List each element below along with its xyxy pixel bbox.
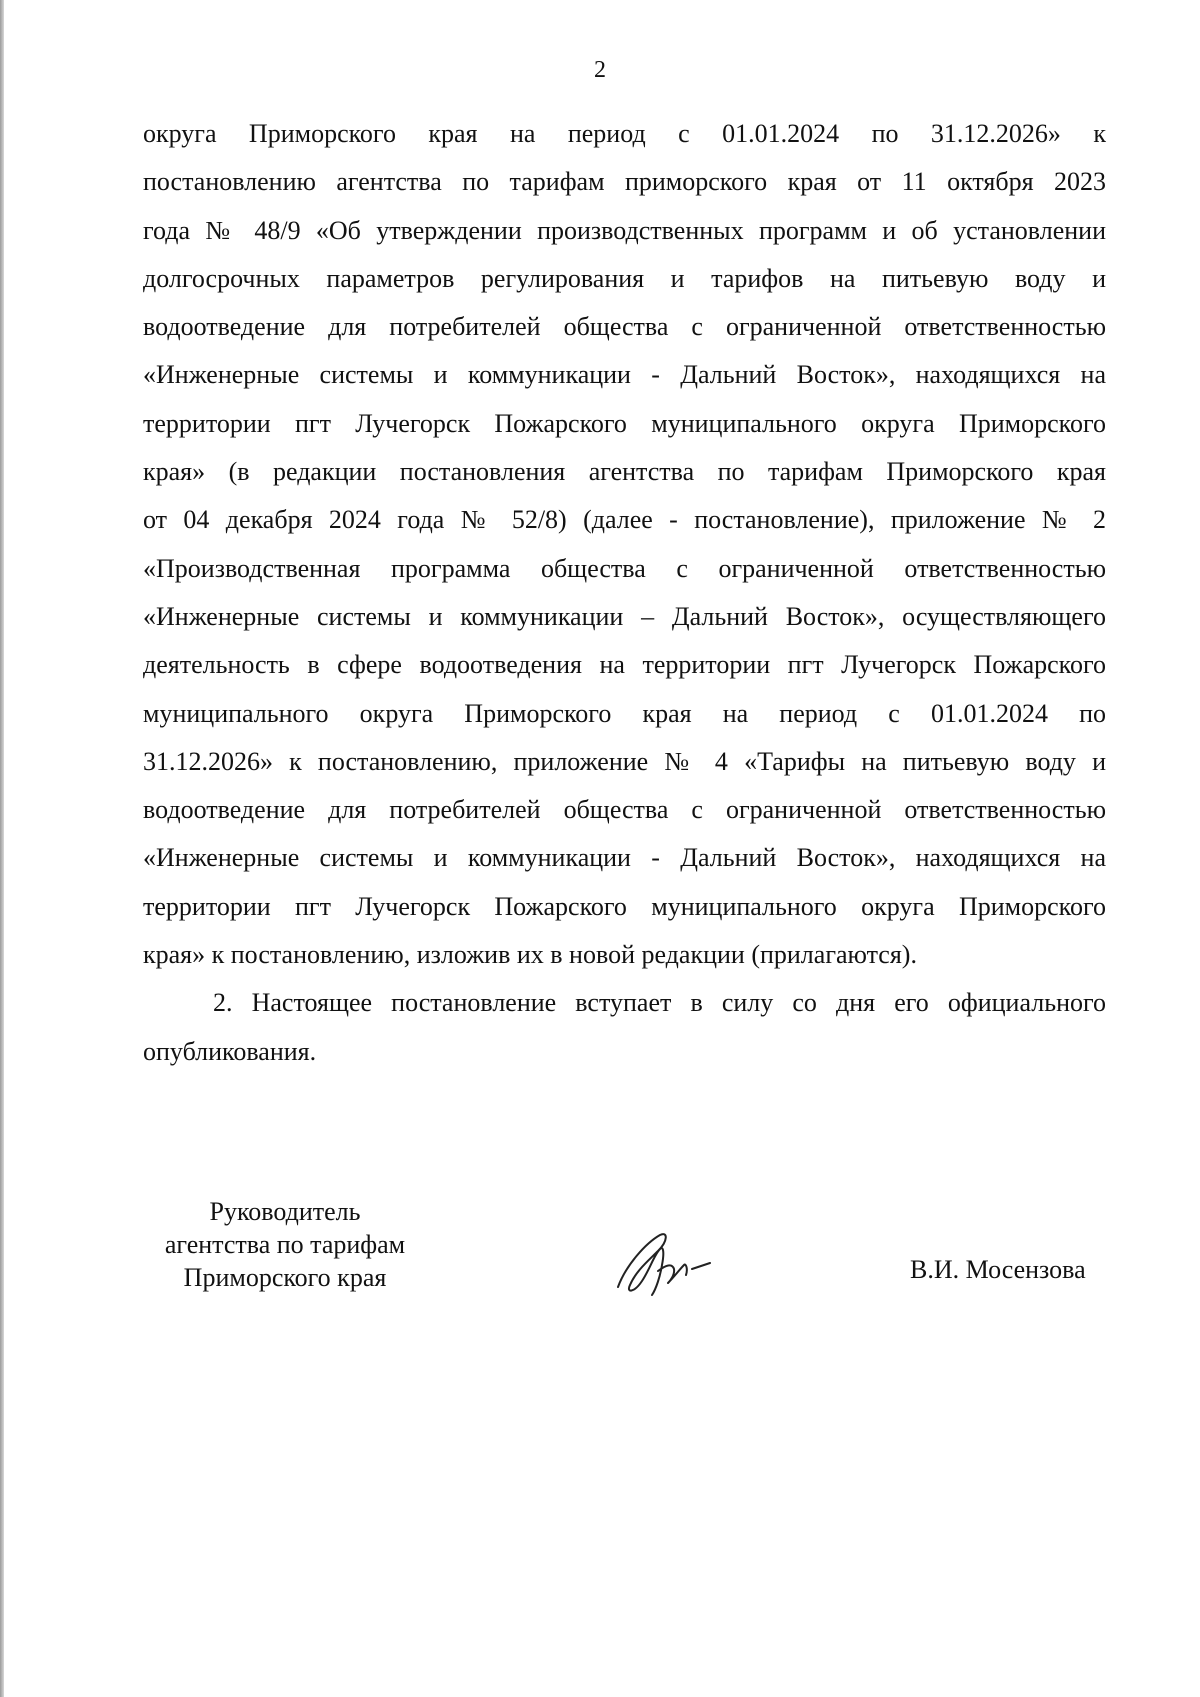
text-line: опубликования. [143,1036,317,1066]
handwritten-signature [612,1225,732,1297]
text-line: деятельность в сфере водоотведения на территории пгт Лучегорск Пожарского [143,650,1106,680]
text-line: территории пгт Лучегорск Пожарского муниципального округа Приморского [143,408,1106,438]
text-line: округа Приморского края на период с 01.01.2024 по 31.12.2026» к [143,119,1106,148]
text-line: края» (в редакции постановления агентства по тарифам Приморского края [143,457,1106,487]
text-line: долгосрочных параметров регулирования и тарифов на питьевую воду и [143,263,1106,293]
text-line: «Инженерные системы и коммуникации - Дальний Восток», находящихся на [143,843,1106,873]
text-line: водоотведение для потребителей общества с ограниченной ответственностью [143,795,1106,825]
text-line: «Инженерные системы и коммуникации – Дальний Восток», осуществляющего [143,601,1106,631]
signer-name: В.И. Мосензова [910,1255,1086,1284]
position-line: агентства по тарифам [164,1230,406,1259]
text-line: муниципального округа Приморского края на период с 01.01.2024 по [143,698,1106,728]
text-line: года № 48/9 «Об утверждении производственных программ и об установлении [143,215,1106,245]
text-line: 2. Настоящее постановление вступает в силу со дня его официального [213,988,1106,1018]
text-line: территории пгт Лучегорск Пожарского муниципального округа Приморского [143,891,1106,921]
position-line: Приморского края [183,1263,387,1292]
text-line: от 04 декабря 2024 года № 52/8) (далее - постановление), приложение № 2 [143,505,1106,535]
text-line: «Инженерные системы и коммуникации - Дальний Восток», находящихся на [143,360,1106,390]
text-line: края» к постановлению, изложив их в новой редакции (прилагаются). [143,940,917,970]
text-line: 31.12.2026» к постановлению, приложение № 4 «Тарифы на питьевую воду и [143,746,1106,776]
signer-position [135,1195,435,1294]
document-body [143,110,1106,1076]
text-line: водоотведение для потребителей общества с ограниченной ответственностью [143,312,1106,342]
signature-block [0,1195,1200,1325]
page-number: 2 [594,57,606,83]
text-line: постановлению агентства по тарифам приморского края от 11 октября 2023 [143,167,1106,197]
scan-edge [0,0,4,1697]
position-line: Руководитель [209,1197,361,1226]
text-line: «Производственная программа общества с ограниченной ответственностью [143,553,1106,583]
